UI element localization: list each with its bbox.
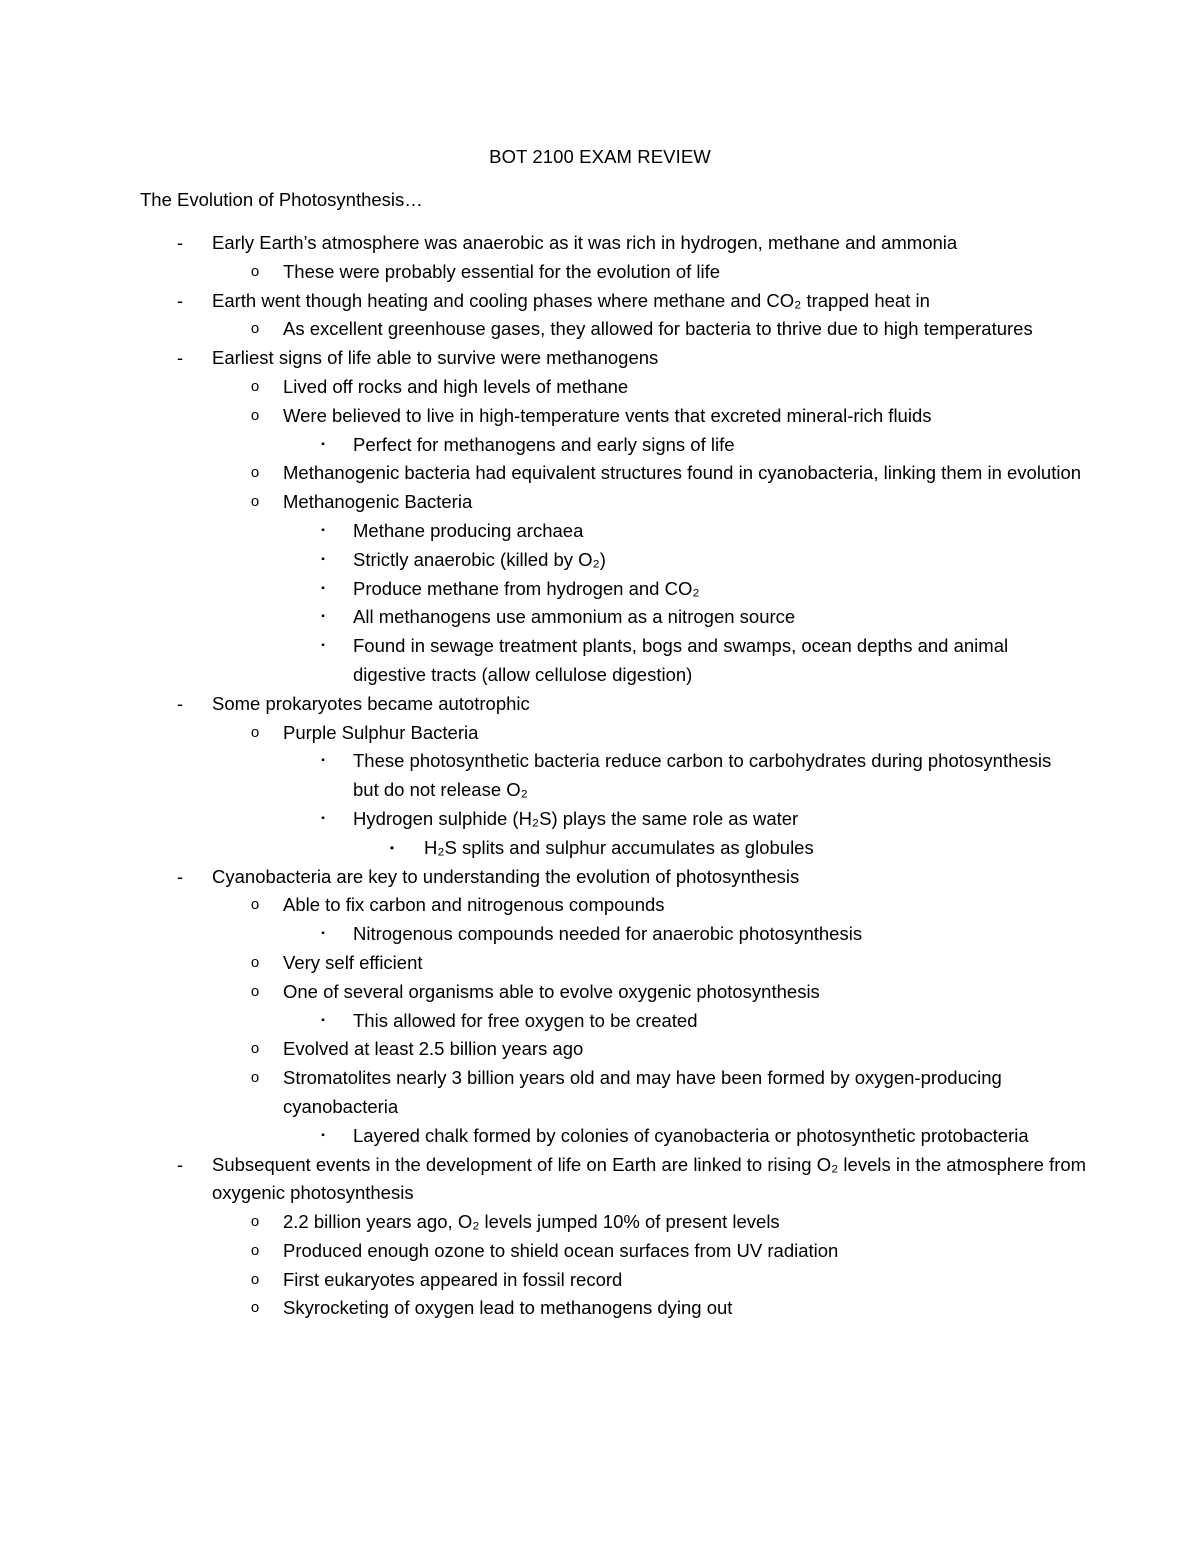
list-item-text: Hydrogen sulphide (H₂S) plays the same role as water (353, 807, 799, 829)
list-item-text: Methanogenic Bacteria (283, 491, 473, 513)
dash-bullet-icon: - (176, 865, 184, 887)
list-item-text: Found in sewage treatment plants, bogs and swamps, ocean depths and animal digestive tracts (allow cellulose digestion) (353, 635, 1009, 685)
square-bullet-icon: ▪ (321, 812, 325, 824)
document-title: BOT 2100 EXAM REVIEW (489, 146, 711, 167)
list-item-level-2 (0, 1237, 1200, 1266)
list-item-text: One of several organisms able to evolve oxygenic photosynthesis (283, 980, 820, 1002)
circle-bullet-icon: o (250, 1299, 260, 1317)
circle-bullet-icon: o (250, 1241, 260, 1259)
list-item-level-3 (0, 517, 1200, 546)
list-item-level-2 (0, 1208, 1200, 1237)
list-item-level-3 (0, 747, 1200, 805)
list-item-text: Lived off rocks and high levels of methane (283, 375, 629, 397)
list-item-text: Methane producing archaea (353, 519, 584, 541)
list-item-text: Layered chalk formed by colonies of cyanobacteria or photosynthetic protobacteria (353, 1124, 1029, 1146)
circle-bullet-icon: o (250, 464, 260, 482)
circle-bullet-icon: o (250, 723, 260, 741)
dot-bullet-icon: • (389, 840, 395, 855)
list-item-text: Cyanobacteria are key to understanding the evolution of photosynthesis (212, 865, 800, 887)
list-item-level-1 (0, 1151, 1200, 1209)
list-item-level-1 (0, 344, 1200, 373)
list-item-level-2 (0, 1266, 1200, 1295)
dash-bullet-icon: - (176, 1153, 184, 1175)
list-item-text: As excellent greenhouse gases, they allowed for bacteria to thrive due to high temperatures (283, 318, 1033, 340)
dash-bullet-icon: - (176, 289, 184, 311)
circle-bullet-icon: o (250, 896, 260, 914)
list-item-text: H₂S splits and sulphur accumulates as globules (424, 836, 814, 858)
list-item-level-2 (0, 402, 1200, 431)
list-item-level-2 (0, 891, 1200, 920)
list-item-text: Were believed to live in high-temperature vents that excreted mineral-rich fluids (283, 404, 932, 426)
list-item-level-3 (0, 546, 1200, 575)
circle-bullet-icon: o (250, 262, 260, 280)
circle-bullet-icon: o (250, 1213, 260, 1231)
list-item-text: Nitrogenous compounds needed for anaerobic photosynthesis (353, 923, 863, 945)
circle-bullet-icon: o (250, 406, 260, 424)
list-item-text: Some prokaryotes became autotrophic (212, 692, 530, 714)
list-item-text: All methanogens use ammonium as a nitrogen source (353, 606, 796, 628)
list-item-level-3 (0, 431, 1200, 460)
list-item-level-3 (0, 920, 1200, 949)
list-item-text: These photosynthetic bacteria reduce carbon to carbohydrates during photosynthesis but do not release O₂ (353, 750, 1052, 801)
square-bullet-icon: ▪ (321, 1129, 325, 1141)
list-item-text: First eukaryotes appeared in fossil record (283, 1268, 623, 1290)
list-item-level-2 (0, 1064, 1200, 1122)
list-item-level-1 (0, 690, 1200, 719)
list-item-text: Evolved at least 2.5 billion years ago (283, 1038, 584, 1060)
list-item-level-1 (0, 229, 1200, 258)
list-item-level-4 (0, 834, 1200, 863)
list-item-text: Produce methane from hydrogen and CO₂ (353, 577, 700, 599)
list-item-level-2 (0, 488, 1200, 517)
square-bullet-icon: ▪ (321, 1014, 325, 1026)
square-bullet-icon: ▪ (321, 755, 325, 767)
circle-bullet-icon: o (250, 377, 260, 395)
list-item-level-1 (0, 287, 1200, 316)
list-item-level-3 (0, 632, 1200, 690)
square-bullet-icon: ▪ (321, 553, 325, 565)
list-item-text: 2.2 billion years ago, O₂ levels jumped 10% of present levels (283, 1211, 780, 1233)
list-item-text: Very self efficient (283, 951, 423, 973)
list-item-text: Produced enough ozone to shield ocean surfaces from UV radiation (283, 1239, 839, 1261)
list-item-level-3 (0, 603, 1200, 632)
square-bullet-icon: ▪ (321, 640, 325, 652)
list-item-level-2 (0, 258, 1200, 287)
list-item-text: These were probably essential for the evolution of life (283, 260, 721, 282)
circle-bullet-icon: o (250, 1040, 260, 1058)
circle-bullet-icon: o (250, 493, 260, 511)
list-item-text: Strictly anaerobic (killed by O₂) (353, 548, 606, 570)
list-item-level-2 (0, 949, 1200, 978)
list-item-level-2 (0, 1294, 1200, 1323)
square-bullet-icon: ▪ (321, 438, 325, 450)
list-item-level-3 (0, 575, 1200, 604)
square-bullet-icon: ▪ (321, 582, 325, 594)
list-item-level-3 (0, 1007, 1200, 1036)
outline-list (0, 229, 1200, 1323)
list-item-level-2 (0, 315, 1200, 344)
list-item-level-3 (0, 1122, 1200, 1151)
list-item-level-3 (0, 805, 1200, 834)
list-item-text: Perfect for methanogens and early signs of life (353, 433, 735, 455)
list-item-text: Subsequent events in the development of life on Earth are linked to rising O₂ levels in the atmosphere from oxygenic photosynthesis (212, 1153, 1087, 1204)
list-item-text: Purple Sulphur Bacteria (283, 721, 479, 743)
list-item-level-1 (0, 863, 1200, 892)
circle-bullet-icon: o (250, 320, 260, 338)
list-item-text: Early Earth’s atmosphere was anaerobic as it was rich in hydrogen, methane and ammonia (212, 232, 958, 253)
list-item-level-2 (0, 1035, 1200, 1064)
dash-bullet-icon: - (176, 692, 184, 714)
circle-bullet-icon: o (250, 953, 260, 971)
dash-bullet-icon: - (176, 232, 184, 253)
list-item-text: Able to fix carbon and nitrogenous compounds (283, 894, 665, 916)
list-item-text: Methanogenic bacteria had equivalent structures found in cyanobacteria, linking them in evolution (283, 462, 1082, 484)
list-item-text: Earliest signs of life able to survive were methanogens (212, 347, 659, 369)
list-item-level-2 (0, 978, 1200, 1007)
circle-bullet-icon: o (250, 1069, 260, 1087)
list-item-level-2 (0, 459, 1200, 488)
circle-bullet-icon: o (250, 1270, 260, 1288)
dash-bullet-icon: - (176, 347, 184, 369)
circle-bullet-icon: o (250, 982, 260, 1000)
square-bullet-icon: ▪ (321, 928, 325, 940)
list-item-text: Skyrocketing of oxygen lead to methanogens dying out (283, 1297, 733, 1319)
list-item-text: This allowed for free oxygen to be created (353, 1009, 698, 1031)
square-bullet-icon: ▪ (321, 524, 325, 536)
list-item-level-2 (0, 719, 1200, 748)
list-item-text: Stromatolites nearly 3 billion years old and may have been formed by oxygen-producing cyanobacteria (283, 1067, 1002, 1117)
list-item-text: Earth went though heating and cooling phases where methane and CO₂ trapped heat in (212, 289, 930, 311)
section-heading: The Evolution of Photosynthesis… (140, 189, 423, 210)
square-bullet-icon: ▪ (321, 611, 325, 623)
list-item-level-2 (0, 373, 1200, 402)
